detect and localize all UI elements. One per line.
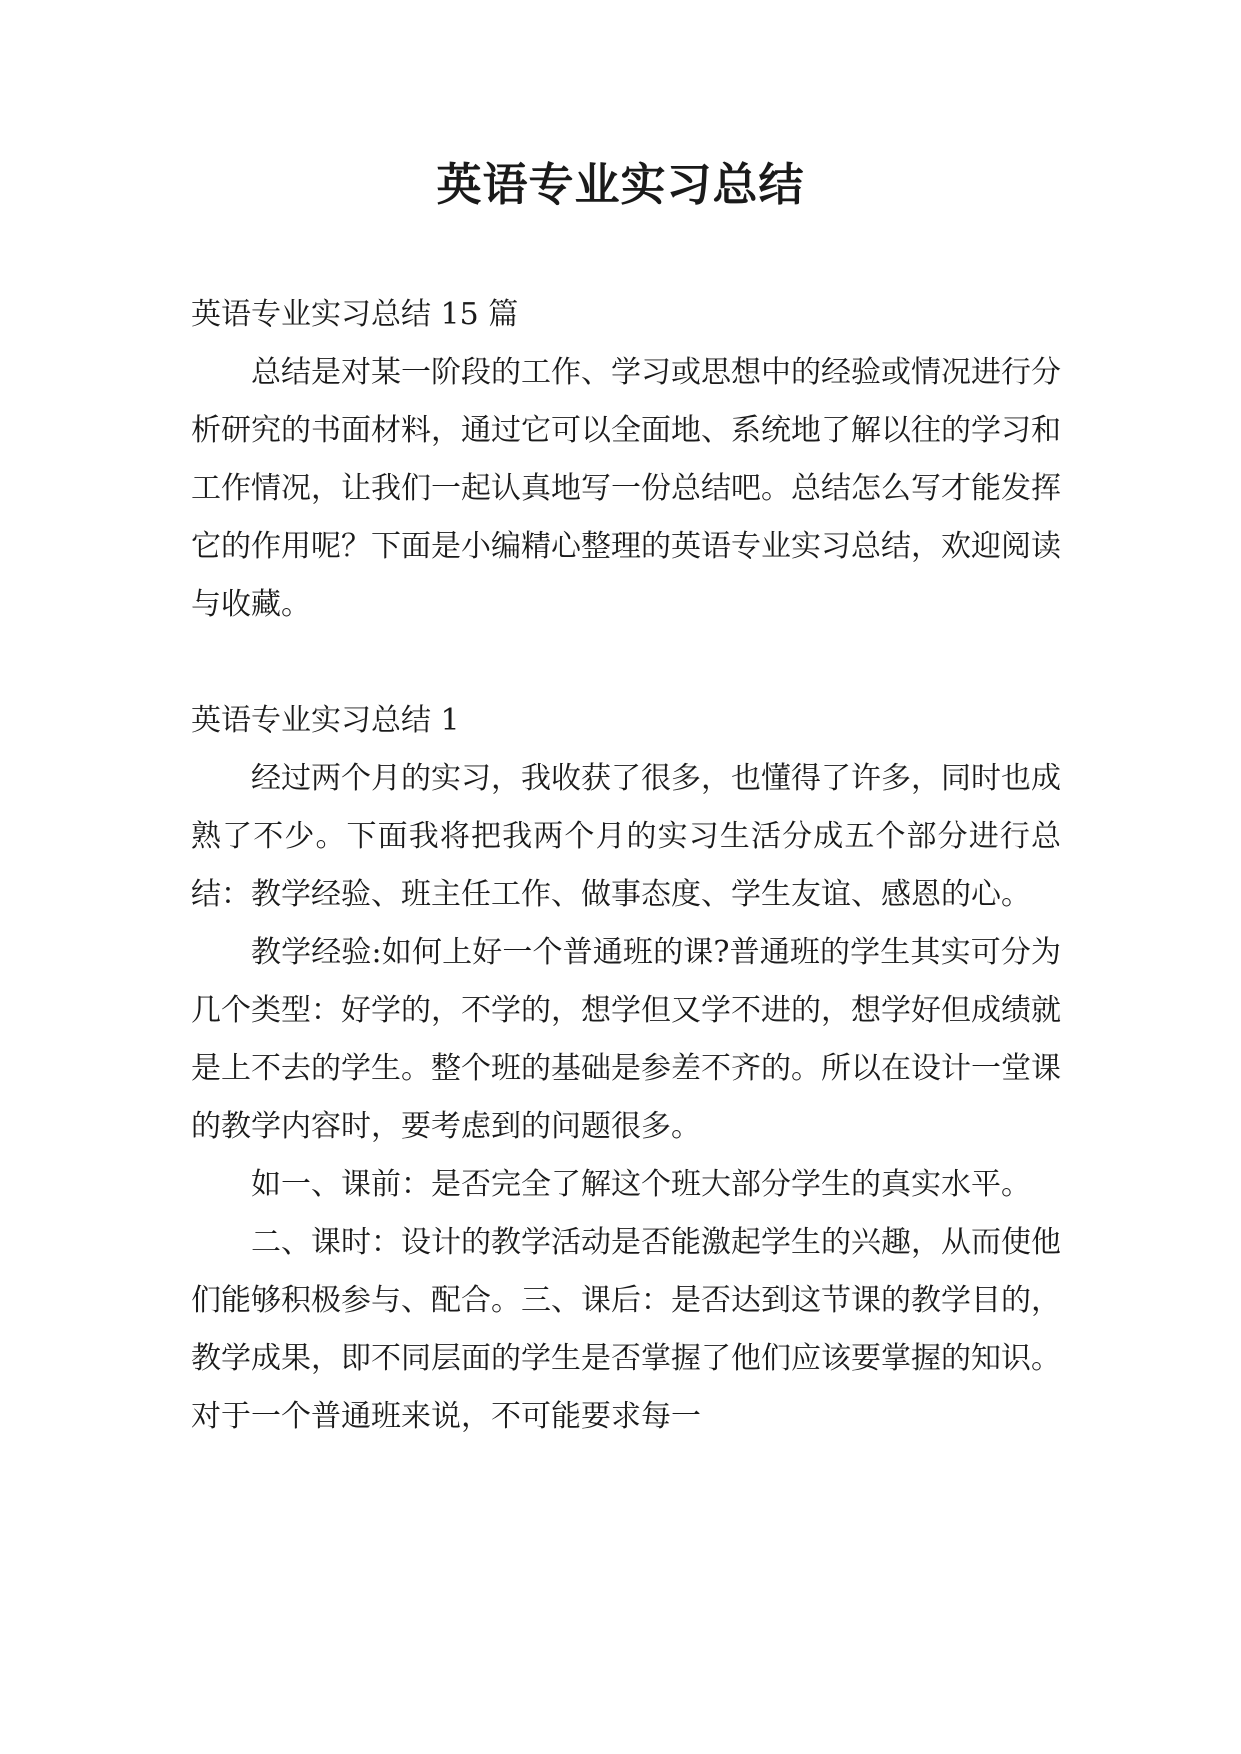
body-paragraph: 经过两个月的实习，我收获了很多，也懂得了许多，同时也成熟了不少。下面我将把我两个月的实习生活分成五个部分进行总结：教学经验、班主任工作、做事态度、学生友谊、感恩的心。 xyxy=(191,761,1061,912)
body-paragraph: 如一、课前：是否完全了解这个班大部分学生的真实水平。 xyxy=(251,1167,1031,1202)
document-title: 英语专业实习总结 xyxy=(436,158,805,211)
body-paragraph: 教学经验:如何上好一个普通班的课?普通班的学生其实可分为几个类型：好学的，不学的，想学但又学不进的，想学好但成绩就是上不去的学生。整个班的基础是参差不齐的。所以在设计一堂课的教学内容时，要考虑到的问题很多。 xyxy=(191,935,1061,1144)
body-paragraph: 二、课时：设计的教学活动是否能激起学生的兴趣，从而使他们能够积极参与、配合。三、课后：是否达到这节课的教学目的，教学成果，即不同层面的学生是否掌握了他们应该要掌握的知识。对于一个普通班来说，不可能要求每一 xyxy=(191,1225,1061,1434)
intro-paragraph: 总结是对某一阶段的工作、学习或思想中的经验或情况进行分析研究的书面材料，通过它可以全面地、系统地了解以往的学习和工作情况，让我们一起认真地写一份总结吧。总结怎么写才能发挥它的作用呢？下面是小编精心整理的英语专业实习总结，欢迎阅读与收藏。 xyxy=(191,355,1061,622)
section-heading: 英语专业实习总结 1 xyxy=(191,703,460,738)
document-body xyxy=(191,286,1061,1446)
document-subtitle: 英语专业实习总结 15 篇 xyxy=(191,297,519,332)
